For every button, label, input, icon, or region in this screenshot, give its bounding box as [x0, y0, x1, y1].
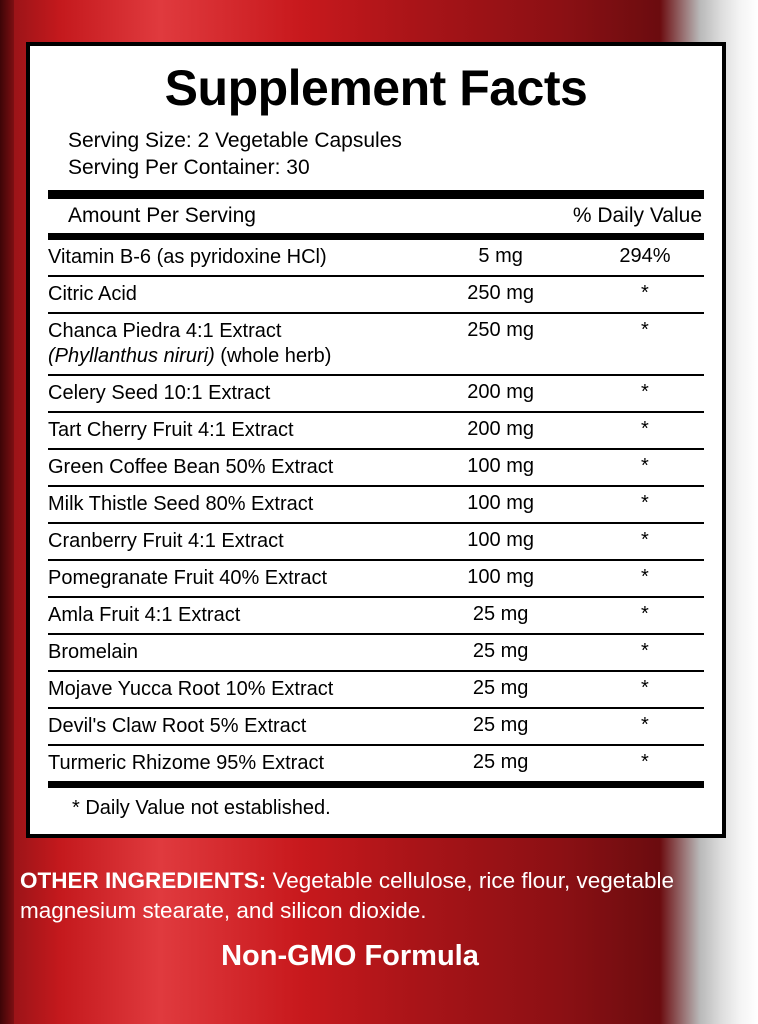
- ingredient-amount: 100 mg: [415, 560, 586, 597]
- table-row: [48, 449, 704, 486]
- ingredient-dv: 294%: [586, 240, 704, 276]
- daily-value-header: % Daily Value: [572, 203, 702, 227]
- table-row: [48, 597, 704, 634]
- table-row: [48, 240, 704, 276]
- table-row: [48, 523, 704, 560]
- ingredient-amount: 250 mg: [415, 313, 586, 375]
- ingredient-dv: *: [586, 313, 704, 375]
- ingredient-name-line1: Chanca Piedra 4:1 Extract: [48, 319, 282, 342]
- ingredient-name: Tart Cherry Fruit 4:1 Extract: [48, 412, 415, 449]
- ingredient-amount: 25 mg: [415, 708, 586, 745]
- ingredient-amount: 25 mg: [472, 750, 529, 773]
- other-ingredients-text: Vegetable cellulose, rice flour, vegetable magnesium stearate, and silicon dioxide.: [20, 868, 675, 924]
- ingredient-name: Vitamin B-6 (as pyridoxine HCl): [48, 240, 415, 276]
- ingredient-name: Turmeric Rhizome 95% Extract: [48, 751, 324, 774]
- ingredient-dv: *: [586, 708, 704, 745]
- ingredient-dv: *: [586, 597, 704, 634]
- ingredient-name: Amla Fruit 4:1 Extract: [48, 597, 415, 634]
- ingredient-amount: 100 mg: [415, 449, 586, 486]
- ingredient-amount: 25 mg: [415, 671, 586, 708]
- ingredient-name: Cranberry Fruit 4:1 Extract: [48, 523, 415, 560]
- ingredient-name: Bromelain: [48, 634, 415, 671]
- ingredient-amount: 100 mg: [415, 523, 586, 560]
- divider-med-header: [48, 233, 704, 240]
- ingredient-latin-name: (Phyllanthus niruri): [48, 344, 215, 367]
- other-ingredients: [20, 866, 722, 927]
- ingredient-name: Green Coffee Bean 50% Extract: [48, 449, 415, 486]
- table-row: [48, 671, 704, 708]
- other-ingredients-heading: OTHER INGREDIENTS:: [20, 868, 267, 893]
- table-header-row: [48, 199, 704, 233]
- supplement-facts-panel: [26, 42, 726, 838]
- table-row: [48, 708, 704, 745]
- ingredient-dv: *: [586, 523, 704, 560]
- label-left-edge: [0, 0, 14, 1024]
- ingredient-amount: 200 mg: [415, 412, 586, 449]
- daily-value-footnote: * Daily Value not established.: [72, 796, 331, 819]
- ingredient-amount: 250 mg: [415, 276, 586, 313]
- table-row: [48, 745, 704, 781]
- ingredient-dv: *: [586, 486, 704, 523]
- ingredient-dv: *: [586, 449, 704, 486]
- non-gmo-badge: Non-GMO Formula: [221, 940, 479, 972]
- ingredient-name: Mojave Yucca Root 10% Extract: [48, 671, 415, 708]
- ingredient-amount: 25 mg: [415, 634, 586, 671]
- amount-per-serving-header: Amount Per Serving: [68, 203, 256, 227]
- ingredient-name: Devil's Claw Root 5% Extract: [48, 708, 415, 745]
- divider-thick-top: [48, 190, 704, 199]
- ingredient-dv: *: [586, 276, 704, 313]
- ingredient-dv: *: [586, 560, 704, 597]
- table-row: [48, 560, 704, 597]
- ingredient-name: Citric Acid: [48, 276, 415, 313]
- ingredient-dv: *: [586, 375, 704, 412]
- ingredients-table: [48, 240, 704, 781]
- table-row: [48, 276, 704, 313]
- ingredient-dv: *: [586, 634, 704, 671]
- ingredient-name: Milk Thistle Seed 80% Extract: [48, 486, 415, 523]
- ingredient-name: Celery Seed 10:1 Extract: [48, 375, 415, 412]
- ingredient-dv: *: [641, 750, 649, 773]
- ingredient-amount: 25 mg: [415, 597, 586, 634]
- ingredient-dv: *: [586, 412, 704, 449]
- table-row: [48, 486, 704, 523]
- ingredient-name: [48, 313, 415, 375]
- ingredient-amount: 200 mg: [415, 375, 586, 412]
- divider-bottom: [48, 781, 704, 788]
- serving-per-container-text: Serving Per Container: 30: [68, 156, 310, 180]
- ingredient-part: (whole herb): [214, 344, 332, 367]
- table-row: [48, 375, 704, 412]
- page-title: Supplement Facts: [164, 60, 588, 116]
- ingredient-dv: *: [586, 671, 704, 708]
- serving-size-text: Serving Size: 2 Vegetable Capsules: [68, 128, 402, 152]
- ingredient-amount: 5 mg: [415, 240, 586, 276]
- table-row: [48, 412, 704, 449]
- table-row: [48, 313, 704, 375]
- table-row: [48, 634, 704, 671]
- ingredient-amount: 100 mg: [415, 486, 586, 523]
- ingredient-name: Pomegranate Fruit 40% Extract: [48, 560, 415, 597]
